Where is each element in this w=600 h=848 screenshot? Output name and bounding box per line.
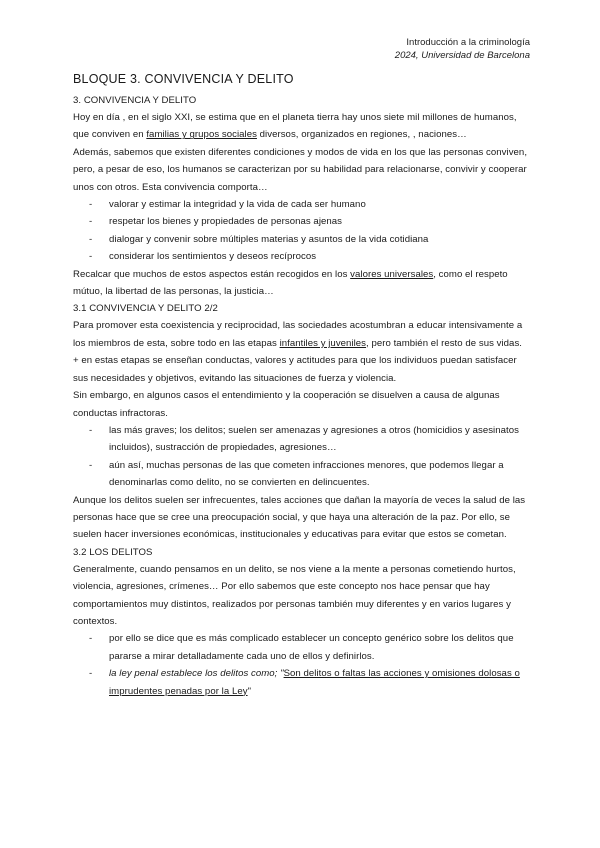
- page-header: [395, 36, 530, 62]
- paragraph: + en estas etapas se enseñan conductas, valores y actitudes para que los individuos puedan satisfacer sus necesidades y objetivos, evitando las situaciones de fuerza y violencia.: [73, 355, 517, 384]
- list-item: - valorar y estimar la integridad y la vida de cada ser humano: [73, 196, 533, 213]
- paragraph: Además, sabemos que existen diferentes condiciones y modos de vida en los que las personas conviven, pero, a pesar de eso, los humanos se caracterizan por su habilidad para relacionarse, convivir y cooperar unos con otros. Esta convivencia comporta…: [73, 146, 528, 193]
- document-body: [73, 71, 533, 700]
- paragraph: Hoy en día , en el siglo XXI, se estima que en el planeta tierra hay unos siete mil millones de humanos, que conviven en familias y grupos sociales diversos, organizados en regiones, , naciones…: [73, 112, 517, 141]
- block-title: BLOQUE 3. CONVIVENCIA Y DELITO: [73, 72, 294, 86]
- underlined-term: infantiles y juveniles: [279, 337, 367, 349]
- list-item: - por ello se dice que es más complicado establecer un concepto genérico sobre los delitos que pararse a mirar detalladamente cada uno de ellos y definirlos.: [73, 630, 533, 665]
- list-item: - la ley penal establece los delitos como; "Son delitos o faltas las acciones y omisiones dolosas o imprudentes penadas por la Ley": [73, 665, 533, 700]
- paragraph: Recalcar que muchos de estos aspectos están recogidos en los valores universales, como el respeto mútuo, la libertad de las personas, la justicia…: [73, 268, 508, 298]
- section-heading-3-2: 3.2 LOS DELITOS: [73, 546, 153, 558]
- underlined-term: valores universales: [350, 268, 434, 280]
- paragraph: Generalmente, cuando pensamos en un delito, se nos viene a la mente a personas cometiendo hurtos, violencia, agresiones, crímenes… Por ello sabemos que este concepto nos hace pensar que hay comportamientos muy distintos, realizados por personas también muy diferentes y en varios lugares y contextos.: [73, 563, 516, 627]
- course-title: Introducción a la criminología: [406, 37, 530, 48]
- list-item: - respetar los bienes y propiedades de personas ajenas: [73, 213, 533, 230]
- underlined-term: familias y grupos sociales: [146, 129, 257, 141]
- paragraph: Aunque los delitos suelen ser infrecuentes, tales acciones que dañan la mayoría de veces la salud de las personas hace que se cree una preocupación social, y que haya una alteración de la paz. Por ello, se suelen hacer inversiones económicas, institucionales y educativas para evitar que estos se cometan.: [73, 494, 526, 541]
- section-heading-3-1: 3.1 CONVIVENCIA Y DELITO 2/2: [73, 303, 218, 315]
- paragraph: Para promover esta coexistencia y reciprocidad, las sociedades acostumbran a educar intensivamente a los miembros de esta, sobre todo en las etapas infantiles y juveniles, pero también el resto de sus vidas.: [73, 320, 523, 349]
- list-item: - dialogar y convenir sobre múltiples materias y asuntos de la vida cotidiana: [73, 231, 533, 248]
- list-item: - considerar los sentimientos y deseos recíprocos: [73, 248, 533, 265]
- bullet-list: [73, 196, 533, 266]
- course-year-university: 2024, Universidad de Barcelona: [394, 50, 530, 61]
- list-item: - aún así, muchas personas de las que cometen infracciones menores, que podemos llegar a denominarlas como delito, no se convierten en delincuentes.: [73, 457, 533, 492]
- bullet-list: [73, 422, 533, 492]
- law-definition-quote: Son delitos o faltas las acciones y omisiones dolosas o imprudentes penadas por la Ley: [109, 668, 520, 697]
- paragraph: Sin embargo, en algunos casos el entendimiento y la cooperación se disuelven a causa de algunas conductas infractoras.: [73, 390, 500, 419]
- list-item: - las más graves; los delitos; suelen ser amenazas y agresiones a otros (homicidios y asesinatos incluidos), sustracción de propiedades, agresiones…: [73, 422, 533, 457]
- section-heading-3: 3. CONVIVENCIA Y DELITO: [73, 95, 197, 106]
- bullet-list: [73, 630, 533, 700]
